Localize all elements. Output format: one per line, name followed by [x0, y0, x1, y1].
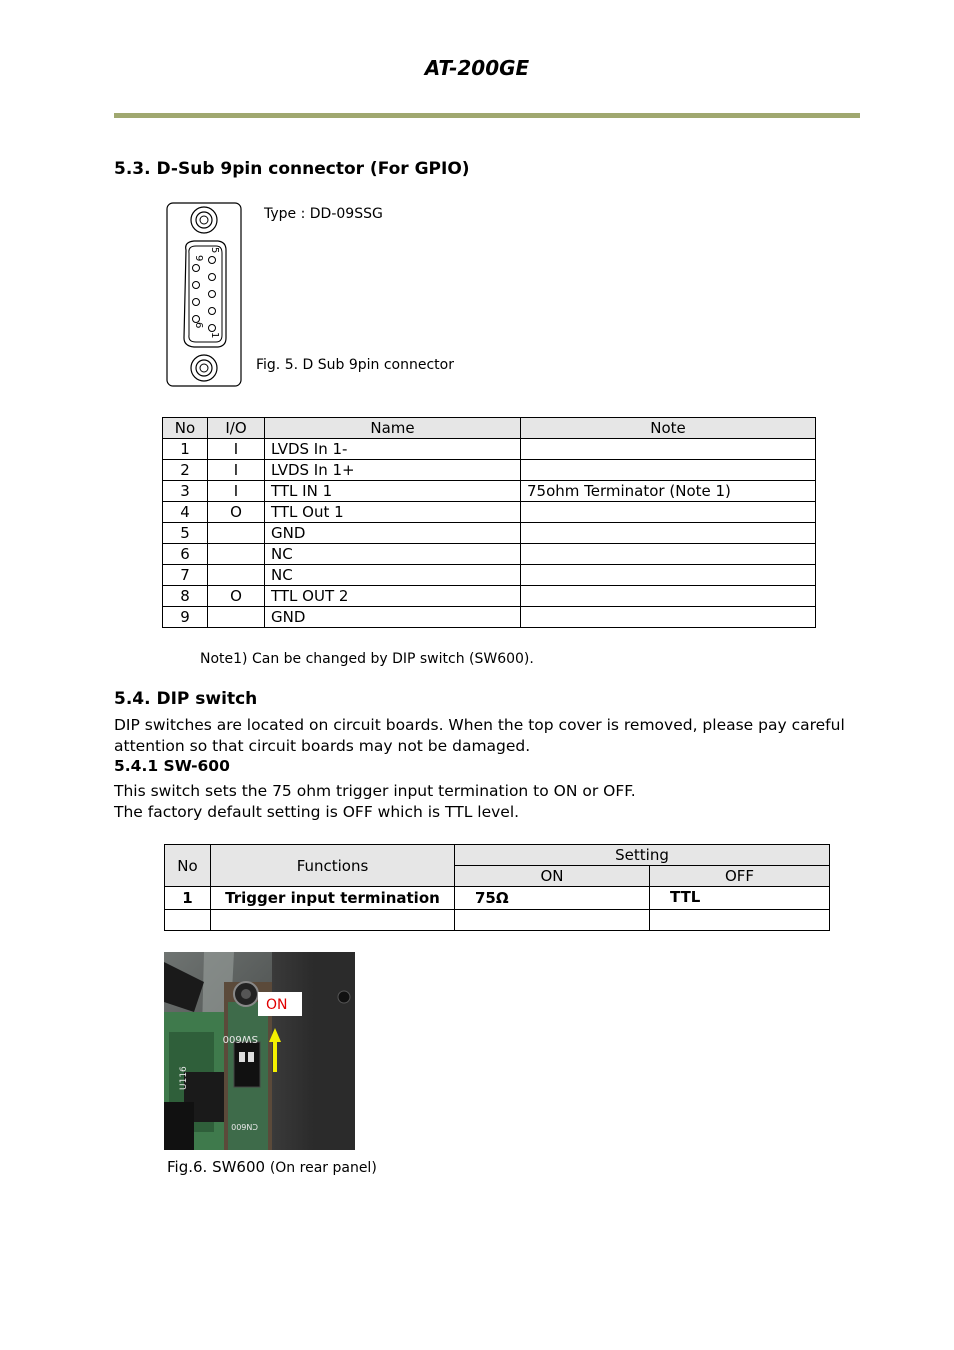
header-on: ON	[455, 866, 650, 887]
table-row	[163, 481, 816, 502]
document-title: AT-200GE	[424, 56, 530, 80]
table-row	[163, 523, 816, 544]
section-5-4-1-heading: 5.4.1 SW-600	[114, 757, 230, 775]
cell-io	[208, 607, 265, 628]
header-off: OFF	[650, 866, 830, 887]
figure-6-caption-sub: (On rear panel)	[269, 1160, 377, 1176]
cell-name: GND	[265, 607, 521, 628]
cell-empty	[165, 910, 211, 931]
table-row	[163, 607, 816, 628]
pin-assignment-table	[162, 417, 816, 628]
header-no: No	[163, 418, 208, 439]
cell-name: TTL Out 1	[265, 502, 521, 523]
board-label-cn600: CN600	[231, 1122, 258, 1131]
cell-on: 75Ω	[455, 887, 650, 910]
sw600-photo	[164, 952, 355, 1150]
header-setting: Setting	[455, 845, 830, 866]
cell-io	[208, 544, 265, 565]
pin-6-label: 6	[193, 322, 204, 329]
cell-off: TTL	[650, 887, 830, 910]
header-rule	[114, 113, 860, 118]
cell-name: NC	[265, 544, 521, 565]
board-label-sw600: SW600	[222, 1033, 258, 1044]
sw600-setting-table	[164, 844, 830, 931]
cell-io: I	[208, 481, 265, 502]
cell-empty	[455, 910, 650, 931]
dip-intro-line-1: DIP switches are located on circuit boards. When the top cover is removed, please pay careful	[114, 716, 845, 734]
cell-name: LVDS In 1-	[265, 439, 521, 460]
dsub-connector-diagram	[140, 198, 250, 396]
sw600-desc-line-2: The factory default setting is OFF which is TTL level.	[114, 803, 520, 821]
cell-name: TTL OUT 2	[265, 586, 521, 607]
cell-io	[208, 565, 265, 586]
header-name: Name	[265, 418, 521, 439]
table-header-row	[163, 418, 816, 439]
table-row	[163, 565, 816, 586]
cell-name: GND	[265, 523, 521, 544]
header-no: No	[165, 845, 211, 887]
cell-io: O	[208, 586, 265, 607]
cell-note	[521, 502, 816, 523]
table-row	[163, 502, 816, 523]
cell-name: LVDS In 1+	[265, 460, 521, 481]
cell-empty	[650, 910, 830, 931]
table-row	[163, 439, 816, 460]
cell-name: TTL IN 1	[265, 481, 521, 502]
table-row	[165, 910, 830, 931]
section-5-4-heading: 5.4. DIP switch	[114, 689, 258, 709]
pin-5-label: 5	[209, 247, 220, 254]
table-row	[163, 544, 816, 565]
cell-note	[521, 439, 816, 460]
cell-no: 2	[163, 460, 208, 481]
cell-no: 7	[163, 565, 208, 586]
figure-6-caption	[167, 1158, 377, 1176]
dip-intro-line-2: attention so that circuit boards may not be damaged.	[114, 737, 531, 755]
cell-note	[521, 586, 816, 607]
board-label-u116: U116	[179, 1066, 189, 1090]
cell-note	[521, 607, 816, 628]
cell-empty	[211, 910, 455, 931]
cell-note: 75ohm Terminator (Note 1)	[521, 481, 816, 502]
cell-io	[208, 523, 265, 544]
table-row	[163, 586, 816, 607]
on-label: ON	[266, 997, 288, 1013]
cell-note	[521, 565, 816, 586]
figure-6-caption-main: Fig.6. SW600	[167, 1158, 270, 1176]
cell-no: 1	[165, 887, 211, 910]
table-row	[165, 887, 830, 910]
cell-function: Trigger input termination	[211, 887, 455, 910]
cell-no: 8	[163, 586, 208, 607]
sw600-desc-line-1: This switch sets the 75 ohm trigger input termination to ON or OFF.	[114, 782, 636, 800]
section-5-3-heading: 5.3. D-Sub 9pin connector (For GPIO)	[114, 159, 470, 179]
cell-note	[521, 544, 816, 565]
table-note: Note1) Can be changed by DIP switch (SW600).	[200, 651, 534, 667]
cell-no: 4	[163, 502, 208, 523]
figure-5-caption: Fig. 5. D Sub 9pin connector	[256, 357, 454, 373]
cell-note	[521, 460, 816, 481]
cell-io: O	[208, 502, 265, 523]
header-functions: Functions	[211, 845, 455, 887]
cell-no: 9	[163, 607, 208, 628]
cell-name: NC	[265, 565, 521, 586]
cell-no: 3	[163, 481, 208, 502]
pin-9-label: 9	[193, 255, 204, 262]
header-io: I/O	[208, 418, 265, 439]
cell-io: I	[208, 439, 265, 460]
cell-no: 1	[163, 439, 208, 460]
cell-note	[521, 523, 816, 544]
cell-io: I	[208, 460, 265, 481]
connector-type-label: Type : DD-09SSG	[264, 206, 383, 222]
pin-1-label: 1	[209, 332, 220, 339]
table-row	[163, 460, 816, 481]
cell-no: 6	[163, 544, 208, 565]
header-note: Note	[521, 418, 816, 439]
cell-no: 5	[163, 523, 208, 544]
